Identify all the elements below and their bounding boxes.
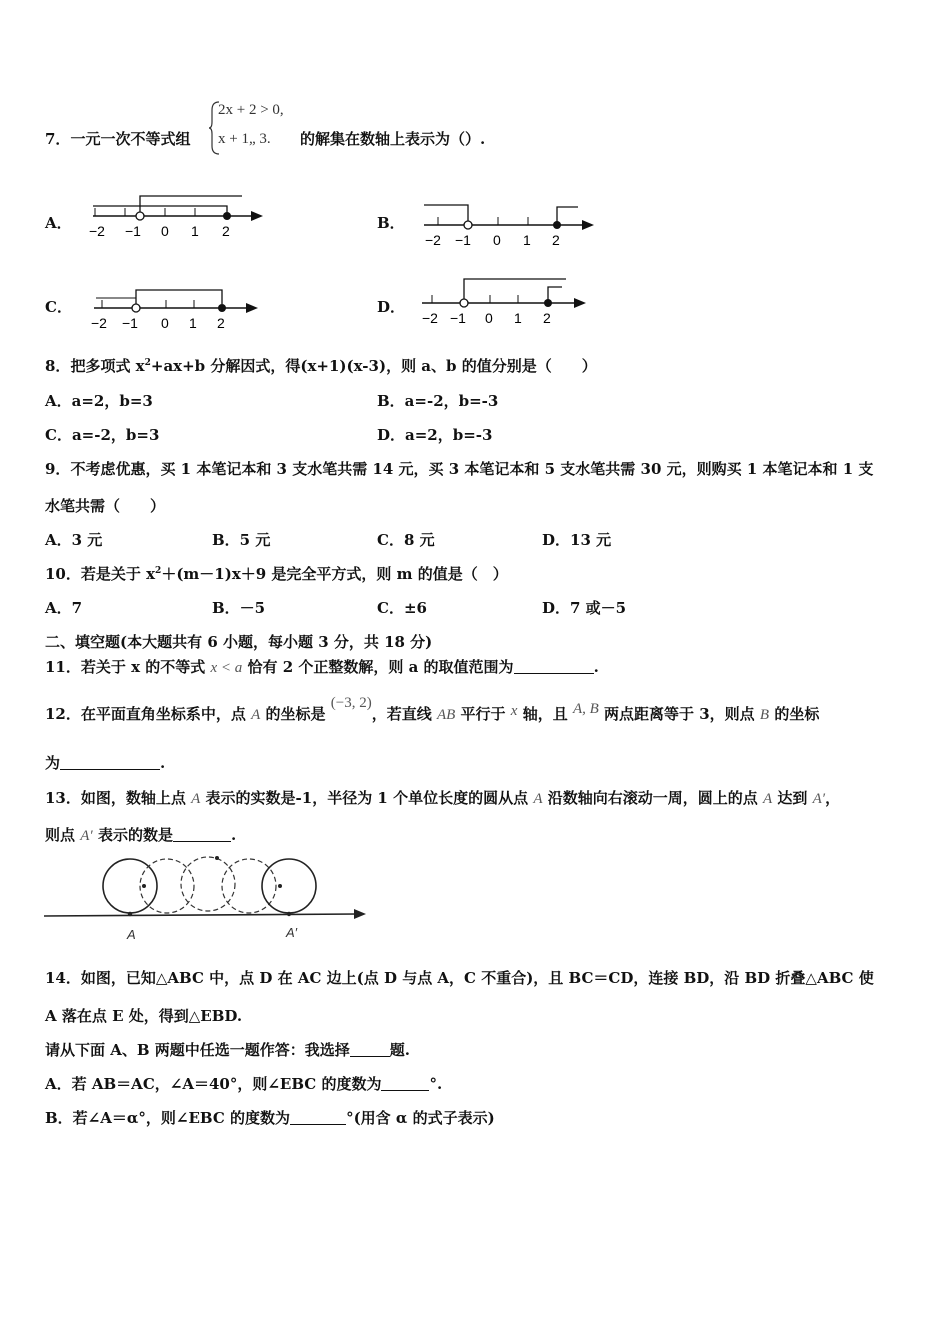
tick-label: 1 — [523, 232, 531, 248]
q7-system-line1: 2x + 2 > 0, — [218, 102, 284, 118]
tick-label: 0 — [161, 223, 169, 239]
q10-option-b: B．－5 — [212, 599, 266, 617]
number-axis — [44, 914, 358, 916]
point-a-prime — [287, 912, 291, 916]
point-a — [128, 912, 132, 916]
q7-option-a-label: A． — [45, 214, 72, 232]
q8-option-c: C．a=-2，b=3 — [45, 426, 160, 444]
open-dot — [136, 212, 144, 220]
answer-blank[interactable] — [350, 1042, 390, 1057]
axis-arrow — [574, 298, 586, 308]
tick-label: −2 — [89, 223, 105, 239]
tick-label: 2 — [543, 310, 551, 326]
answer-blank[interactable] — [60, 755, 160, 770]
q7-stem-tail: 的解集在数轴上表示为（）. — [300, 130, 486, 148]
axis-arrow — [251, 211, 263, 221]
answer-blank[interactable] — [173, 827, 231, 842]
q12-stem-line1: 12．在平面直角坐标系中，点 A 的坐标是 (−3, 2)，若直线 AB 平行于 x 轴，且 A, B 两点距离等于 3，则点 B 的坐标 — [45, 695, 820, 723]
open-dot — [464, 221, 472, 229]
q7-option-d-numberline — [418, 275, 603, 331]
tick-label: −1 — [125, 223, 141, 239]
label-a-prime: A′ — [286, 925, 298, 940]
q14-option-b: B．若∠A＝α°，则∠EBC 的度数为 °(用含 α 的式子表示) — [45, 1109, 495, 1127]
ray-left-of-minus1 — [424, 205, 468, 221]
tick-label: 0 — [493, 232, 501, 248]
q8-stem: 8．把多项式 $x^2+ax+b$ 分解因式，得(x+1)(x-3)，则 a、b 的值分别是（ ） — [45, 357, 597, 375]
rolling-circle-1 — [140, 859, 194, 913]
tick-label: −1 — [455, 232, 471, 248]
open-dot — [460, 299, 468, 307]
tick-label: −1 — [122, 315, 138, 331]
rolling-circle-3 — [222, 859, 276, 913]
axis-arrow — [354, 909, 366, 919]
q10-stem: 10．若是关于 $x^2+(m-1)x+9$ 是完全平方式，则 m 的值是（ ） — [45, 565, 508, 583]
q10-option-d: D．7 或－5 — [542, 599, 627, 617]
q13-stem-line2: 则点 A′ 表示的数是 . — [45, 826, 237, 844]
q7-option-c-label: C． — [45, 298, 72, 316]
q9-option-d: D．13 元 — [542, 531, 612, 549]
q7-system-line2: x + 1„ 3. — [218, 131, 271, 147]
q9-option-b: B．5 元 — [212, 531, 271, 549]
solid-dot — [553, 221, 561, 229]
tick-label: −2 — [425, 232, 441, 248]
ray-from-minus1 — [464, 279, 566, 299]
tick-label: 2 — [217, 315, 225, 331]
q7-option-c-numberline — [88, 280, 273, 336]
q9-option-a: A．3 元 — [45, 531, 103, 549]
ray-right-of-2 — [557, 207, 578, 225]
q11-stem: 11．若关于 x 的不等式 x < a 恰有 2 个正整数解，则 a 的取值范围为 . — [45, 658, 599, 676]
q14-stem-line1: 14．如图，已知△ABC 中，点 D 在 AC 边上(点 D 与点 A，C 不重合)，且 BC＝CD，连接 BD，沿 BD 折叠△ABC 使 — [45, 969, 874, 987]
tick-label: −2 — [91, 315, 107, 331]
q14-stem-line2: A 落在点 E 处，得到△EBD. — [45, 1007, 243, 1025]
q14-option-a: A．若 AB＝AC，∠A＝40°，则∠EBC 的度数为 °. — [45, 1075, 443, 1093]
tick-label: 0 — [485, 310, 493, 326]
start-circle — [103, 859, 157, 913]
tick-label: 1 — [191, 223, 199, 239]
rolling-circle-2 — [181, 857, 235, 911]
tick-label: 2 — [222, 223, 230, 239]
q8-option-b: B．a=-2，b=-3 — [377, 392, 499, 410]
axis-arrow — [582, 220, 594, 230]
q9-option-c: C．8 元 — [377, 531, 435, 549]
solid-dot — [544, 299, 552, 307]
q10-option-a: A．7 — [45, 599, 83, 617]
section-heading-fill-in: 二、填空题(本大题共有 6 小题，每小题 3 分，共 18 分) — [45, 633, 433, 651]
answer-blank[interactable] — [381, 1076, 429, 1091]
q7-option-d-label: D． — [377, 298, 406, 316]
answer-blank[interactable] — [514, 659, 594, 674]
solid-dot — [218, 304, 226, 312]
tick-label: 1 — [189, 315, 197, 331]
tick-label: 0 — [161, 315, 169, 331]
tick-label: −2 — [422, 310, 438, 326]
bracket-minus1-to-2 — [136, 290, 222, 304]
solid-dot — [223, 212, 231, 220]
label-a: A — [127, 927, 136, 942]
q13-rolling-circle-figure — [40, 848, 370, 948]
q10-option-c: C．±6 — [377, 599, 427, 617]
q9-stem-line1: 9．不考虑优惠，买 1 本笔记本和 3 支水笔共需 14 元，买 3 本笔记本和 5 支水笔共需 30 元，则购买 1 本笔记本和 1 支 — [45, 460, 874, 478]
end-circle — [262, 859, 316, 913]
q8-option-d: D．a=2，b=-3 — [377, 426, 493, 444]
q14-choice-line: 请从下面 A、B 两题中任选一题作答：我选择 题. — [45, 1041, 410, 1059]
tick-label: 2 — [552, 232, 560, 248]
axis-arrow — [246, 303, 258, 313]
q7-option-b-label: B． — [377, 214, 405, 232]
tick-label: −1 — [450, 310, 466, 326]
q8-option-a: A．a=2，b=3 — [45, 392, 153, 410]
q7-option-b-numberline — [418, 195, 603, 251]
answer-blank[interactable] — [290, 1110, 346, 1125]
q7-option-a-numberline — [85, 188, 270, 244]
q7-stem: 7．一元一次不等式组 — [45, 130, 191, 148]
ray-to-2 — [93, 206, 227, 216]
open-dot — [132, 304, 140, 312]
q13-stem-line1: 13．如图，数轴上点 A 表示的实数是-1，半径为 1 个单位长度的圆从点 A 沿数轴向右滚动一周，圆上的点 A 达到 A′， — [45, 789, 841, 807]
q12-stem-line2: 为 . — [45, 754, 166, 772]
q9-stem-line2: 水笔共需（ ） — [45, 497, 166, 515]
tick-label: 1 — [514, 310, 522, 326]
